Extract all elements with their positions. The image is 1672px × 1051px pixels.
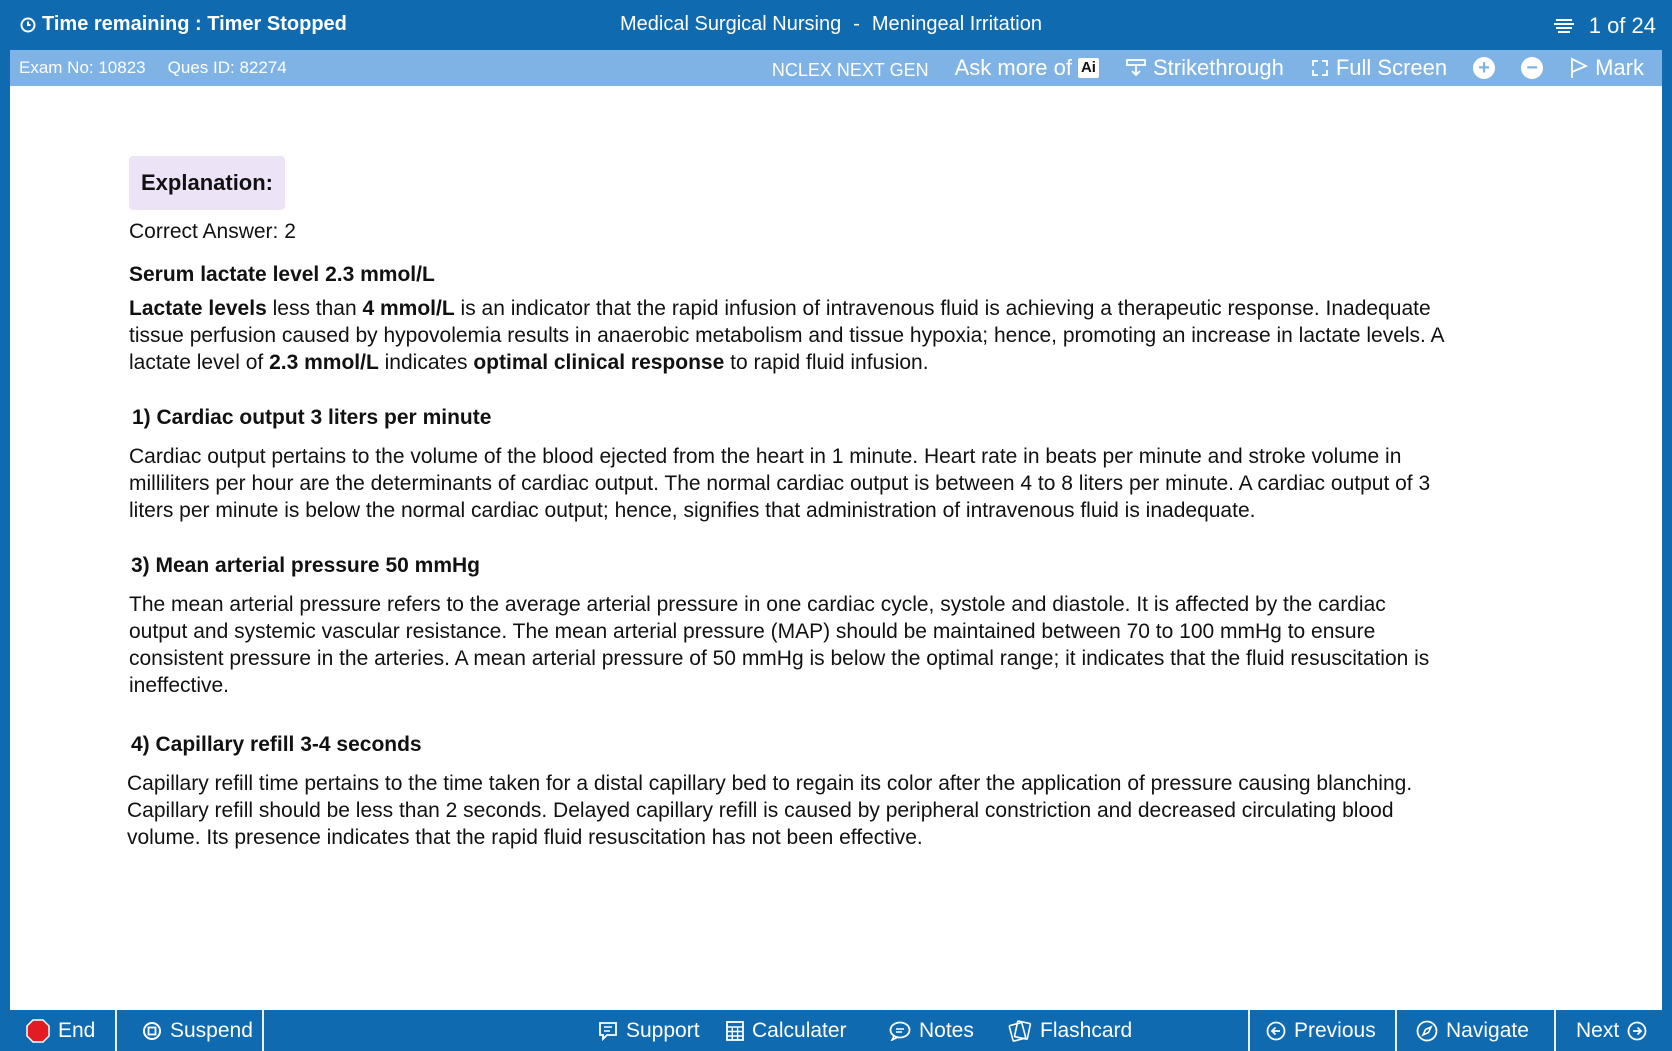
flashcard-icon <box>1008 1020 1032 1042</box>
divider <box>262 1010 264 1051</box>
text-span: to rapid fluid infusion. <box>724 351 929 374</box>
option-heading: 4) Capillary refill 3-4 seconds <box>131 733 422 756</box>
toolbar <box>10 50 1662 86</box>
suspend-label: Suspend <box>170 1018 253 1042</box>
previous-icon <box>1266 1021 1286 1041</box>
navigate-label: Navigate <box>1446 1018 1529 1042</box>
timer <box>20 13 347 36</box>
option-text: Cardiac output pertains to the volume of the blood ejected from the heart in 1 minute. Heart rate in beats per minute and stroke volume in milliliters per hour are the determinants of cardiac output. The normal cardiac output is between 4 to 8 liters per minute. A cardiac output of 3 liters per minute is below the normal cardiac output; hence, signifies that administration of intravenous fluid is inadequate. <box>129 445 1431 522</box>
flashcard-label: Flashcard <box>1040 1018 1133 1042</box>
page-title <box>620 13 1042 36</box>
explanation-panel <box>10 86 1662 1010</box>
flag-icon <box>1569 57 1589 79</box>
exam-meta <box>19 58 287 78</box>
top-bar <box>0 0 1672 50</box>
option-text: The mean arterial pressure refers to the average arterial pressure in one cardiac cycle, systole and diastole. It is affected by the cardiac output and systemic vascular resistance. The mean arterial pressure (MAP) should be maintained between 70 to 100 mmHg to ensure consistent pressure in the arteries. A mean arterial pressure of 50 mmHg is below the optimal range; it indicates that the fluid resuscitation is ineffective. <box>129 593 1430 697</box>
bold-text: 4 mmol/L <box>362 297 455 320</box>
toolbar-actions <box>772 54 1644 82</box>
full-screen-button[interactable] <box>1310 55 1447 81</box>
counter-label: 1 of 24 <box>1588 13 1656 38</box>
divider <box>115 1010 117 1051</box>
topic-title: Meningeal Irritation <box>871 13 1042 35</box>
calculator-icon <box>726 1021 744 1041</box>
bold-text: optimal clinical response <box>473 351 725 374</box>
fullscreen-icon <box>1310 58 1330 78</box>
next-button[interactable] <box>1576 1010 1647 1051</box>
ask-ai-button[interactable] <box>955 55 1099 81</box>
correct-answer-value: 2 <box>284 220 296 243</box>
next-label: Next <box>1576 1018 1620 1042</box>
answer-heading: Serum lactate level 2.3 mmol/L <box>129 263 435 286</box>
pause-icon <box>142 1021 162 1041</box>
end-label: End <box>58 1018 96 1042</box>
next-icon <box>1627 1021 1647 1041</box>
zoom-in-icon[interactable]: + <box>1473 57 1495 79</box>
divider <box>1395 1010 1397 1051</box>
option-heading: 3) Mean arterial pressure 50 mmHg <box>131 554 480 577</box>
subject-title: Medical Surgical Nursing <box>620 13 842 35</box>
zoom-out-icon[interactable]: − <box>1521 57 1543 79</box>
text-span: is an indicator that the rapid infusion of intravenous fluid is achieving a therapeutic response. Inadequate tissue perfusion caused by hypovolemia results in anaerobic metabolism and tissue hypoxia; hence, promoting an increase in lactate levels. A lactate level of <box>129 297 1444 374</box>
ask-ai-label: Ask more of <box>954 55 1072 80</box>
calculator-label: Calculater <box>752 1018 847 1042</box>
bold-text: 2.3 mmol/L <box>269 351 379 374</box>
explanation-content <box>129 156 1449 851</box>
strikethrough-button[interactable] <box>1125 55 1284 81</box>
ai-badge: Ai <box>1078 58 1099 78</box>
support-button[interactable] <box>598 1010 700 1051</box>
notes-button[interactable] <box>889 1010 974 1051</box>
mark-label: Mark <box>1595 55 1644 80</box>
clock-icon <box>20 17 36 33</box>
support-label: Support <box>626 1018 700 1042</box>
notes-label: Notes <box>919 1018 974 1042</box>
bold-text: Lactate levels <box>129 297 267 320</box>
correct-answer-label: Correct Answer: <box>129 220 279 243</box>
strikethrough-label: Strikethrough <box>1152 55 1284 80</box>
question-id: Ques ID: 82274 <box>167 58 287 77</box>
option-heading: 1) Cardiac output 3 liters per minute <box>132 406 492 429</box>
strikethrough-icon <box>1125 58 1147 78</box>
end-button[interactable] <box>26 1010 95 1051</box>
divider <box>1248 1010 1250 1051</box>
correct-answer <box>129 218 1449 245</box>
notes-icon <box>889 1021 911 1041</box>
previous-label: Previous <box>1294 1018 1376 1042</box>
navigate-icon <box>1416 1020 1438 1042</box>
previous-button[interactable] <box>1266 1010 1376 1051</box>
list-icon[interactable] <box>1553 17 1575 35</box>
calculator-button[interactable] <box>726 1010 847 1051</box>
question-counter[interactable] <box>1553 13 1656 39</box>
mark-button[interactable] <box>1569 55 1644 81</box>
bottom-bar <box>0 1010 1672 1051</box>
flashcard-button[interactable] <box>1008 1010 1132 1051</box>
exam-number: Exam No: 10823 <box>19 58 146 77</box>
exam-type: NCLEX NEXT GEN <box>771 59 929 80</box>
support-icon <box>598 1021 618 1041</box>
full-screen-label: Full Screen <box>1335 55 1448 80</box>
text-span: less than <box>266 297 363 320</box>
option-text: Capillary refill time pertains to the time taken for a distal capillary bed to regain its color after the application of pressure causing blanching. Capillary refill should be less than 2 seconds. Delayed capillary refill is caused by peripheral constriction and decreased circulating blood volume. Its presence indicates that the rapid fluid resuscitation has not been effective. <box>127 772 1413 849</box>
answer-paragraph <box>129 295 1449 376</box>
stop-icon <box>26 1019 50 1043</box>
suspend-button[interactable] <box>142 1010 253 1051</box>
title-separator: - <box>853 13 860 35</box>
explanation-heading: Explanation: <box>129 156 285 210</box>
divider <box>1554 1010 1556 1051</box>
navigate-button[interactable] <box>1416 1010 1529 1051</box>
text-span: indicates <box>378 351 474 374</box>
timer-label: Time remaining : Timer Stopped <box>42 13 347 35</box>
